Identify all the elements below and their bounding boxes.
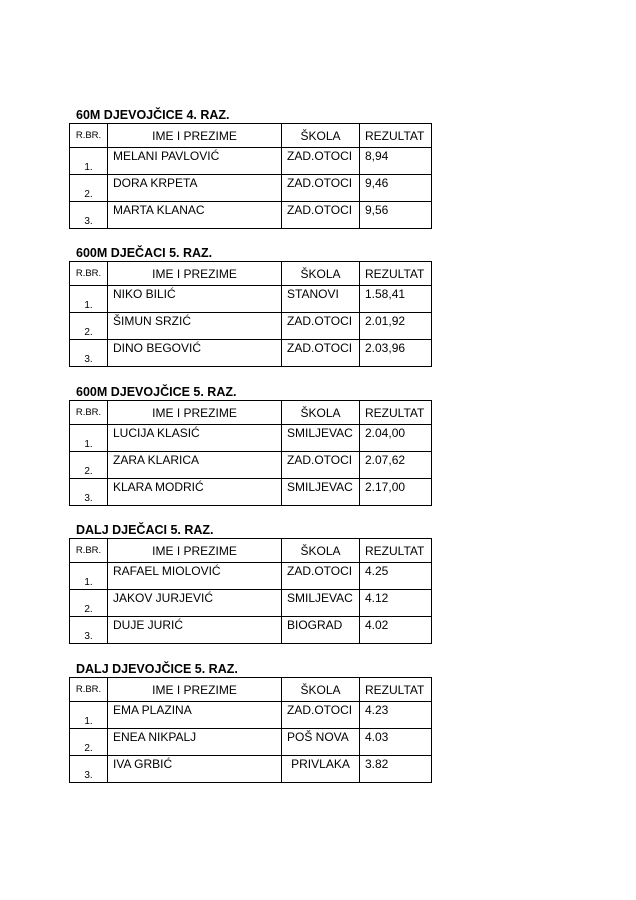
header-rank: R.BR. [70, 262, 108, 286]
cell-result: 2.01,92 [360, 313, 432, 340]
header-name: IME I PREZIME [108, 539, 282, 563]
results-table [69, 538, 432, 644]
cell-rank: 3. [70, 756, 108, 783]
table-row [70, 452, 432, 479]
cell-name: EMA PLAZINA [108, 702, 282, 729]
cell-rank: 2. [70, 729, 108, 756]
cell-school: ZAD.OTOCI [282, 702, 360, 729]
cell-result: 4.25 [360, 563, 432, 590]
cell-rank: 1. [70, 563, 108, 590]
cell-rank: 3. [70, 202, 108, 229]
cell-name: IVA GRBIĆ [108, 756, 282, 783]
results-table [69, 123, 432, 229]
header-rank: R.BR. [70, 539, 108, 563]
results-table [69, 261, 432, 367]
header-name: IME I PREZIME [108, 678, 282, 702]
cell-school: STANOVI [282, 286, 360, 313]
header-name: IME I PREZIME [108, 124, 282, 148]
cell-name: MELANI PAVLOVIĆ [108, 148, 282, 175]
table-header-row [70, 124, 432, 148]
section-title: DALJ DJEVOJČICE 5. RAZ. [76, 662, 238, 676]
header-result: REZULTAT [360, 124, 432, 148]
cell-rank: 2. [70, 175, 108, 202]
section-title: DALJ DJEČACI 5. RAZ. [76, 523, 214, 537]
table-row [70, 590, 432, 617]
header-rank: R.BR. [70, 124, 108, 148]
cell-result: 4.23 [360, 702, 432, 729]
results-table [69, 400, 432, 506]
cell-rank: 1. [70, 702, 108, 729]
header-school: ŠKOLA [282, 124, 360, 148]
cell-school: SMILJEVAC [282, 590, 360, 617]
results-table [69, 677, 432, 783]
header-rank: R.BR. [70, 678, 108, 702]
section-title: 600M DJEVOJČICE 5. RAZ. [76, 385, 237, 399]
cell-rank: 2. [70, 313, 108, 340]
cell-rank: 2. [70, 590, 108, 617]
table-row [70, 202, 432, 229]
cell-school: POŠ NOVA [282, 729, 360, 756]
cell-name: ŠIMUN SRZIĆ [108, 313, 282, 340]
header-school: ŠKOLA [282, 262, 360, 286]
header-result: REZULTAT [360, 262, 432, 286]
cell-name: RAFAEL MIOLOVIĆ [108, 563, 282, 590]
cell-result: 9,56 [360, 202, 432, 229]
header-school: ŠKOLA [282, 678, 360, 702]
cell-rank: 1. [70, 425, 108, 452]
cell-school: ZAD.OTOCI [282, 313, 360, 340]
cell-result: 8,94 [360, 148, 432, 175]
cell-school: ZAD.OTOCI [282, 340, 360, 367]
table-row [70, 175, 432, 202]
cell-rank: 3. [70, 340, 108, 367]
cell-name: ZARA KLARICA [108, 452, 282, 479]
cell-name: MARTA KLANAC [108, 202, 282, 229]
cell-rank: 1. [70, 286, 108, 313]
section-title: 600M DJEČACI 5. RAZ. [76, 246, 213, 260]
table-row [70, 313, 432, 340]
header-rank: R.BR. [70, 401, 108, 425]
cell-school: ZAD.OTOCI [282, 452, 360, 479]
header-name: IME I PREZIME [108, 262, 282, 286]
header-result: REZULTAT [360, 401, 432, 425]
cell-result: 9,46 [360, 175, 432, 202]
header-name: IME I PREZIME [108, 401, 282, 425]
header-school: ŠKOLA [282, 401, 360, 425]
cell-name: DUJE JURIĆ [108, 617, 282, 644]
table-row [70, 617, 432, 644]
cell-rank: 3. [70, 617, 108, 644]
cell-name: KLARA MODRIĆ [108, 479, 282, 506]
table-row [70, 563, 432, 590]
cell-result: 4.03 [360, 729, 432, 756]
cell-result: 4.12 [360, 590, 432, 617]
cell-school: ZAD.OTOCI [282, 148, 360, 175]
table-row [70, 340, 432, 367]
cell-school: BIOGRAD [282, 617, 360, 644]
cell-result: 3.82 [360, 756, 432, 783]
cell-school: SMILJEVAC [282, 479, 360, 506]
header-school: ŠKOLA [282, 539, 360, 563]
table-row [70, 425, 432, 452]
table-row [70, 148, 432, 175]
table-header-row [70, 678, 432, 702]
cell-result: 2.17,00 [360, 479, 432, 506]
table-row [70, 702, 432, 729]
cell-rank: 1. [70, 148, 108, 175]
cell-result: 2.07,62 [360, 452, 432, 479]
cell-result: 4.02 [360, 617, 432, 644]
cell-rank: 3. [70, 479, 108, 506]
table-row [70, 756, 432, 783]
table-row [70, 729, 432, 756]
table-header-row [70, 539, 432, 563]
cell-result: 2.03,96 [360, 340, 432, 367]
cell-name: DORA KRPETA [108, 175, 282, 202]
cell-school: PRIVLAKA [282, 756, 360, 783]
table-header-row [70, 401, 432, 425]
header-result: REZULTAT [360, 678, 432, 702]
cell-result: 2.04,00 [360, 425, 432, 452]
header-result: REZULTAT [360, 539, 432, 563]
cell-name: NIKO BILIĆ [108, 286, 282, 313]
cell-result: 1.58,41 [360, 286, 432, 313]
table-row [70, 479, 432, 506]
cell-rank: 2. [70, 452, 108, 479]
cell-name: ENEA NIKPALJ [108, 729, 282, 756]
cell-school: SMILJEVAC [282, 425, 360, 452]
table-header-row [70, 262, 432, 286]
cell-name: JAKOV JURJEVIĆ [108, 590, 282, 617]
cell-name: LUCIJA KLASIĆ [108, 425, 282, 452]
cell-school: ZAD.OTOCI [282, 202, 360, 229]
table-row [70, 286, 432, 313]
cell-name: DINO BEGOVIĆ [108, 340, 282, 367]
section-title: 60M DJEVOJČICE 4. RAZ. [76, 108, 230, 122]
cell-school: ZAD.OTOCI [282, 563, 360, 590]
cell-school: ZAD.OTOCI [282, 175, 360, 202]
